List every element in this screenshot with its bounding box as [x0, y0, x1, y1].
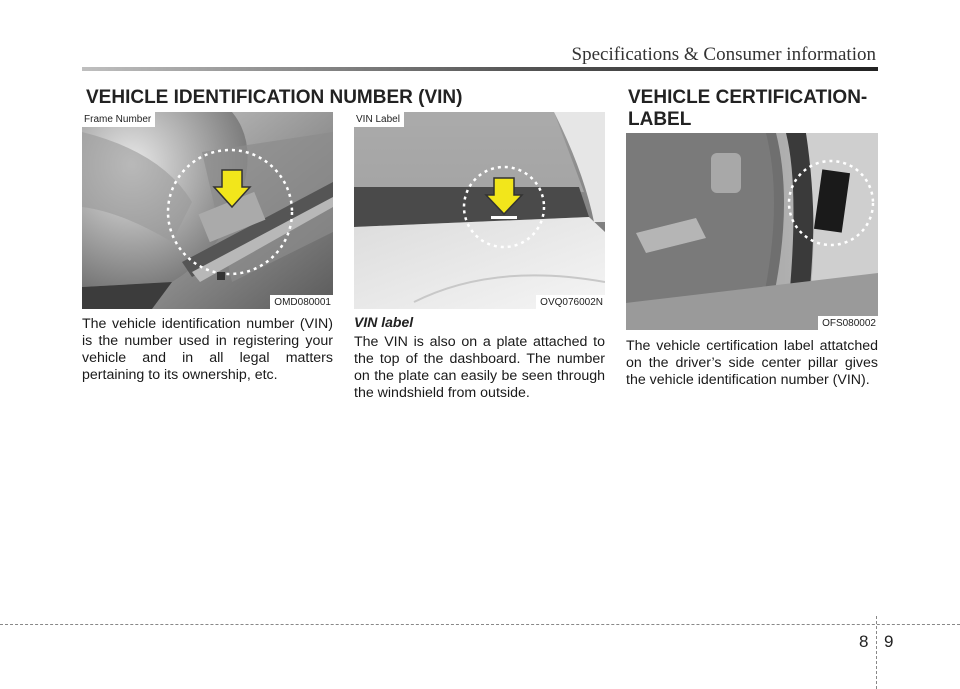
vin-label-photo	[354, 112, 605, 309]
certification-heading-line2: LABEL	[628, 109, 692, 130]
vin-label-description: The VIN is also on a plate attached to the top of the dashboard. The number on the plate can easily be seen through the windshield from outside.	[354, 334, 605, 401]
frame-number-photo-code: OMD080001	[270, 295, 333, 309]
certification-description: The vehicle certification label attatched on the driver’s side center pillar gives the vehicle identification number (VIN).	[626, 338, 878, 388]
vin-label-label: VIN Label	[354, 112, 404, 127]
certification-heading-line1: VEHICLE CERTIFICATION-	[628, 87, 868, 108]
footer-divider	[876, 616, 877, 689]
certification-label-photo	[626, 133, 878, 330]
header-rule	[82, 67, 878, 71]
frame-number-label: Frame Number	[82, 112, 155, 127]
chapter-number: 8	[859, 632, 869, 651]
footer-rule	[0, 624, 960, 625]
certification-photo-code: OFS080002	[818, 316, 878, 330]
header-title: Specifications & Consumer information	[571, 44, 876, 65]
vin-label-caption: VIN label	[354, 314, 414, 330]
page-number: 9	[884, 632, 894, 651]
vin-label-photo-code: OVQ076002N	[536, 295, 605, 309]
frame-number-photo	[82, 112, 333, 309]
vin-description: The vehicle identification number (VIN) is the number used in registering your vehicle and in all legal matters pertaining to its ownership, etc.	[82, 316, 333, 383]
vin-heading: VEHICLE IDENTIFICATION NUMBER (VIN)	[86, 87, 463, 108]
